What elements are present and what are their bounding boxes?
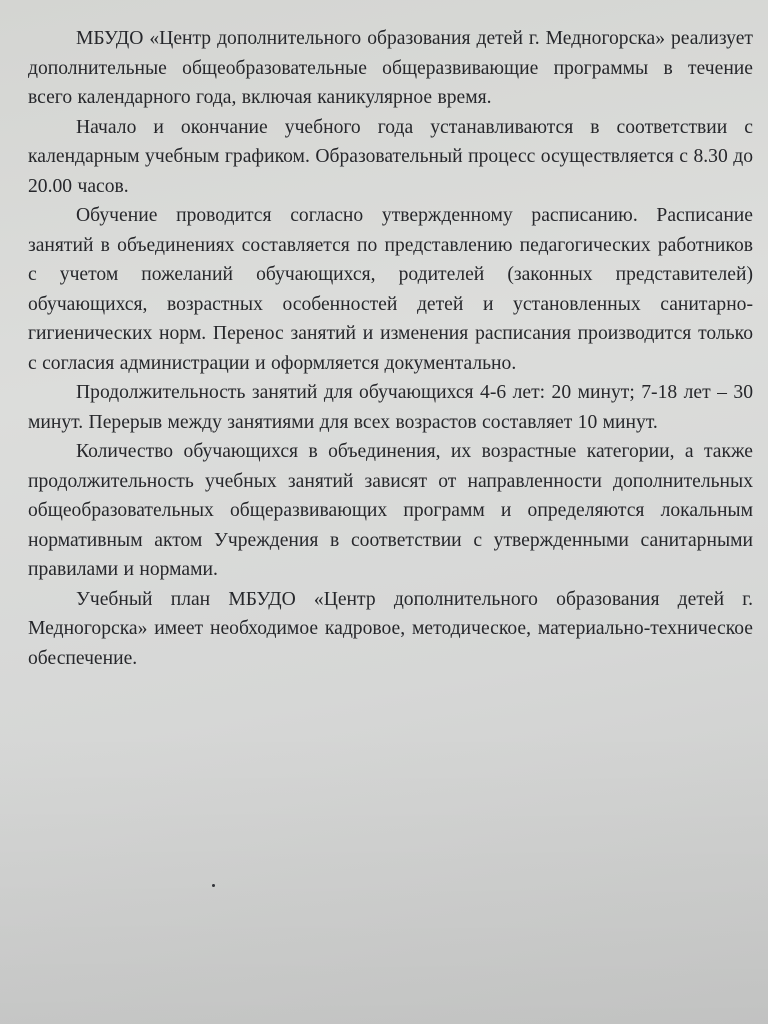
paper-shadow: [0, 724, 768, 1024]
paragraph-curriculum: Учебный план МБУДО «Центр дополнительного образования детей г. Медногорска» имеет необходимое кадровое, методическое, материально-техническое обеспечение.: [28, 588, 753, 669]
paragraph-group-size: Количество обучающихся в объединения, их возрастные категории, а также продолжительность учебных занятий зависят от направленности дополнительных общеобразовательных общеразвивающих программ и определяются локальным нормативным актом Учреждения в соответствии с утвержденными санитарными правилами и нормами.: [28, 441, 753, 580]
paragraph-program-overview: МБУДО «Центр дополнительного образования детей г. Медногорска» реализует дополнительные общеобразовательные общеразвивающие программы в течение всего календарного года, включая каникулярное время.: [28, 28, 753, 108]
ink-speck: [212, 884, 215, 887]
paragraph-schedule: Обучение проводится согласно утвержденному расписанию. Расписание занятий в объединениях составляется по представлению педагогических работников с учетом пожеланий обучающихся, родителей (законных представителей) обучающихся, возрастных особенностей детей и установленных санитарно-гигиенических норм. Перенос занятий и изменения расписания производится только с согласия администрации и оформляется документально.: [28, 205, 753, 374]
paragraph-lesson-duration: Продолжительность занятий для обучающихся 4-6 лет: 20 минут; 7-18 лет – 30 минут. Перерыв между занятиями для всех возрастов составляет 10 минут.: [28, 382, 753, 433]
paragraph-academic-year: Начало и окончание учебного года устанавливаются в соответствии с календарным учебным графиком. Образовательный процесс осуществляется с 8.30 до 20.00 часов.: [28, 116, 753, 197]
document-body: [28, 24, 753, 673]
